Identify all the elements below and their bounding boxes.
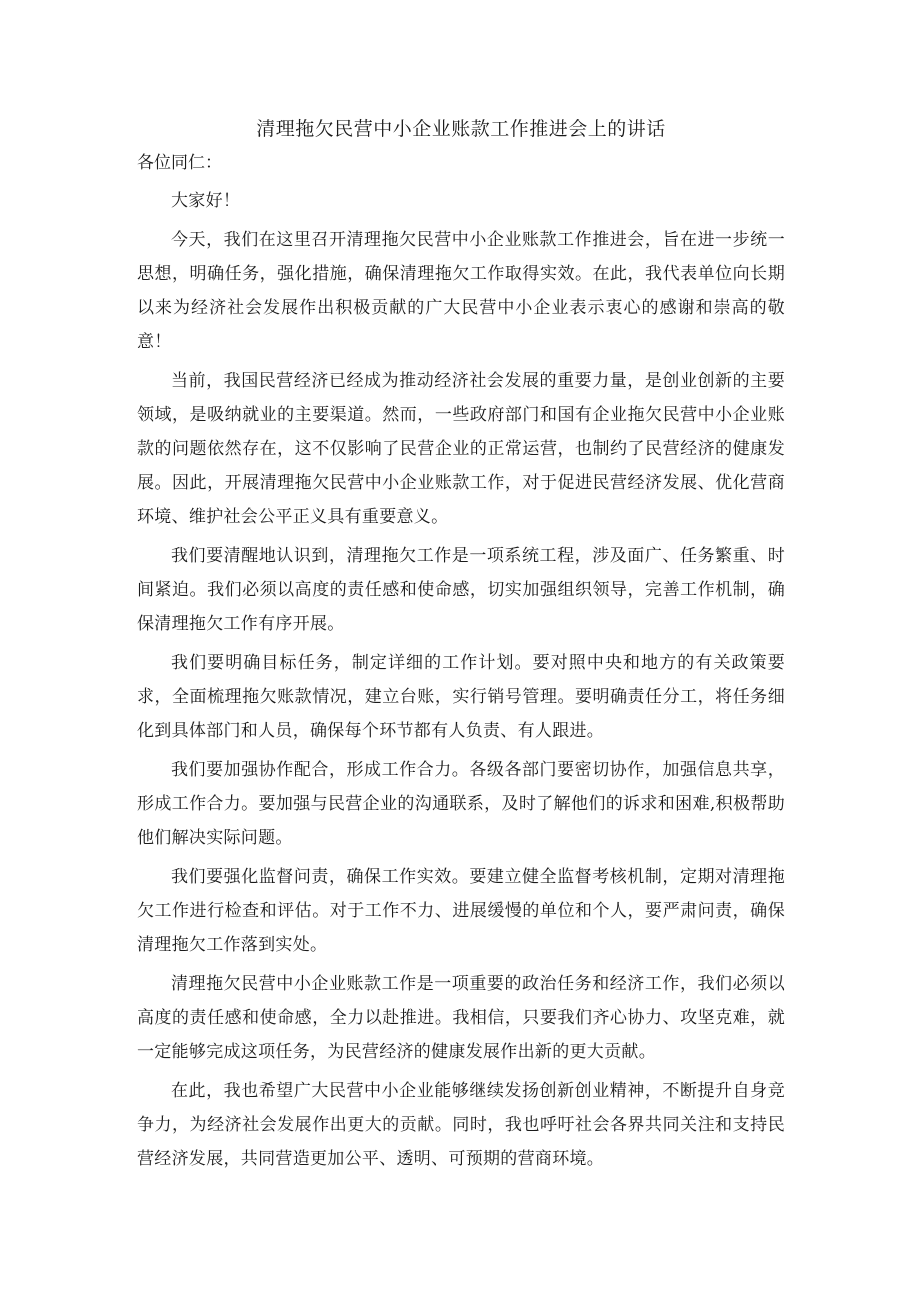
paragraph-5: 我们要加强协作配合，形成工作合力。各级各部门要密切协作，加强信息共享，形成工作合力。要加强与民营企业的沟通联系，及时了解他们的诉求和困难,积极帮助他们解决实际问题。 (137, 760, 785, 848)
paragraph-8: 在此，我也希望广大民营中小企业能够继续发扬创新创业精神，不断提升自身竞争力，为经济社会发展作出更大的贡献。同时，我也呼吁社会各界共同关注和支持民营经济发展，共同营造更加公平、透明、可预期的营商环境。 (137, 1081, 785, 1169)
salutation: 各位同仁： (137, 153, 222, 173)
paragraph-7: 清理拖欠民营中小企业账款工作是一项重要的政治任务和经济工作，我们必须以高度的责任感和使命感，全力以赴推进。我相信，只要我们齐心协力、攻坚克难，就一定能够完成这项任务，为民营经济的健康发展作出新的更大贡献。 (137, 974, 785, 1062)
document-title: 清理拖欠民营中小企业账款工作推进会上的讲话 (256, 118, 666, 140)
paragraph-6: 我们要强化监督问责，确保工作实效。要建立健全监督考核机制，定期对清理拖欠工作进行检查和评估。对于工作不力、进展缓慢的单位和个人，要严肃问责，确保清理拖欠工作落到实处。 (137, 867, 785, 955)
paragraph-1: 今天，我们在这里召开清理拖欠民营中小企业账款工作推进会，旨在进一步统一思想，明确任务，强化措施，确保清理拖欠工作取得实效。在此，我代表单位向长期以来为经济社会发展作出积极贡献的广大民营中小企业表示衷心的感谢和崇高的敬意！ (137, 230, 785, 352)
paragraph-4: 我们要明确目标任务，制定详细的工作计划。要对照中央和地方的有关政策要求，全面梳理拖欠账款情况，建立台账，实行销号管理。要明确责任分工，将任务细化到具体部门和人员，确保每个环节都有人负责、有人跟进。 (137, 653, 785, 741)
document-body (137, 112, 785, 1181)
paragraph-2: 当前，我国民营经济已经成为推动经济社会发展的重要力量，是创业创新的主要领域，是吸纳就业的主要渠道。然而，一些政府部门和国有企业拖欠民营中小企业账款的问题依然存在，这不仅影响了民营企业的正常运营，也制约了民营经济的健康发展。因此，开展清理拖欠民营中小企业账款工作，对于促进民营经济发展、优化营商环境、维护社会公平正义具有重要意义。 (137, 371, 785, 527)
greeting: 大家好！ (171, 191, 241, 211)
paragraph-3: 我们要清醒地认识到，清理拖欠工作是一项系统工程，涉及面广、任务繁重、时间紧迫。我们必须以高度的责任感和使命感，切实加强组织领导，完善工作机制，确保清理拖欠工作有序开展。 (137, 546, 785, 634)
